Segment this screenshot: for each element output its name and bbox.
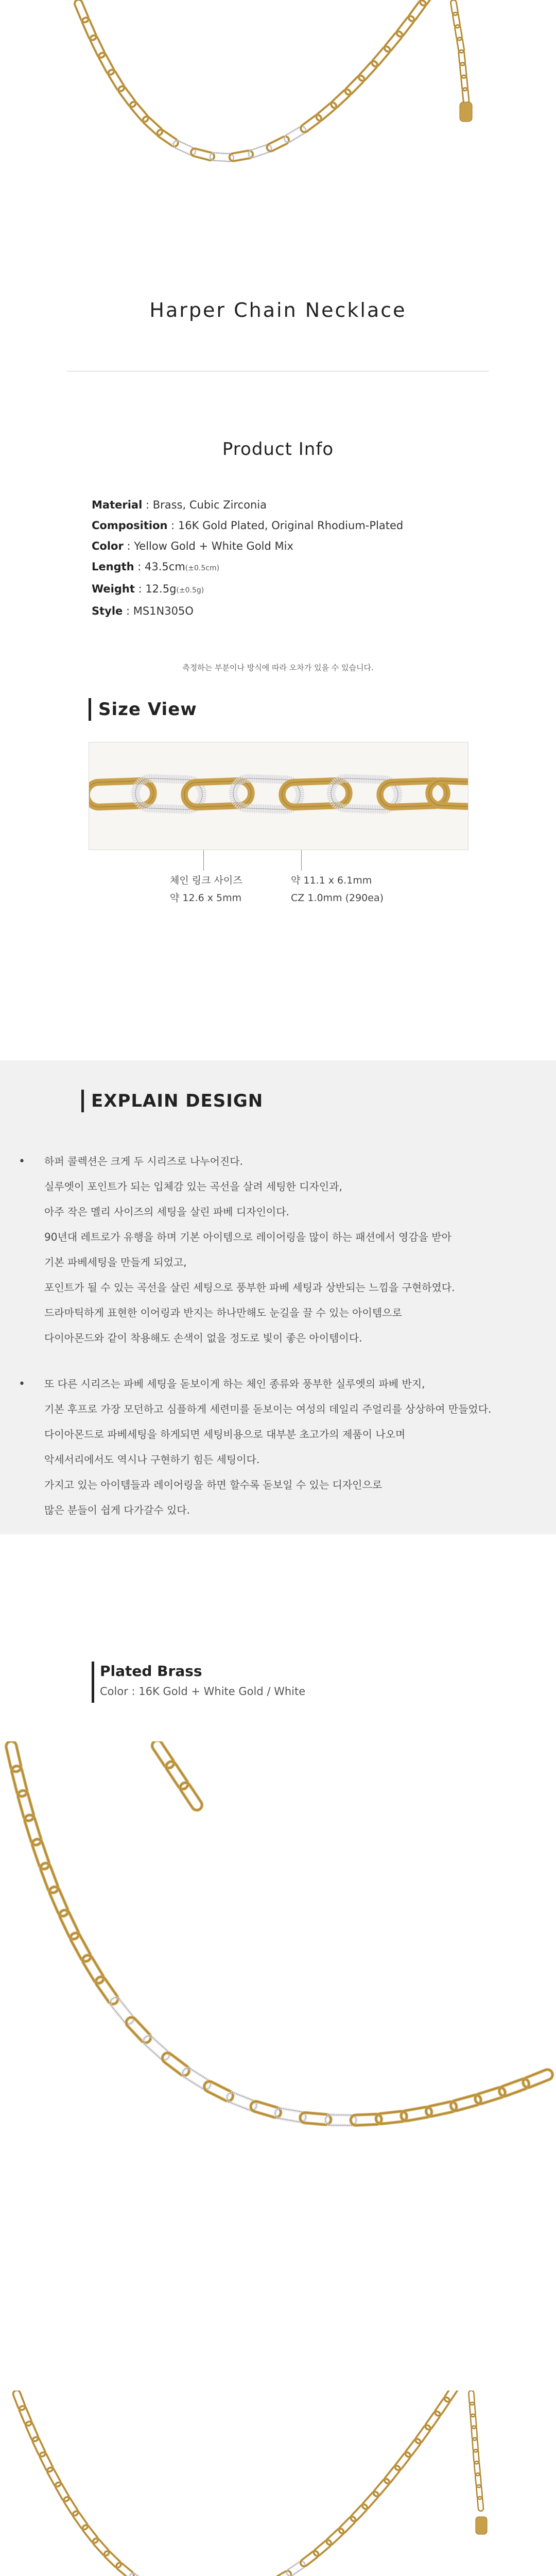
- chain-link: [344, 74, 366, 96]
- chain-link: [178, 1781, 204, 1812]
- necklace-model-photo-1: [0, 1741, 556, 2334]
- explain-line: 또 다른 시리즈는 파베 세팅을 돋보이게 하는 체인 종류와 풍부한 실루엣의 파베 반지,: [44, 1378, 425, 1390]
- explain-line: 드라마틱하게 표현한 이어링과 반지는 하나만해도 눈길을 끌 수 있는 아이템으로: [44, 1307, 402, 1319]
- chain-link: [395, 14, 416, 38]
- chain-link: [357, 60, 379, 82]
- explain-line: 기본 파베세팅을 만들게 되었고,: [44, 1256, 187, 1268]
- chain-link: [62, 2496, 79, 2517]
- hero-necklace-image: [0, 0, 556, 273]
- chain-link: [81, 2523, 99, 2544]
- chain-closeup-photo: [89, 742, 468, 850]
- chain-link: [299, 2550, 320, 2568]
- chain-link: [94, 1975, 120, 2006]
- cz-size: CZ 1.0mm (290ea): [291, 892, 384, 904]
- chain-link: [414, 2424, 432, 2445]
- chain-link: [350, 2503, 369, 2523]
- chain-link: [266, 135, 290, 152]
- explain-line: 다이아몬드와 같이 착용해도 손색이 없을 정도로 빛이 좋은 아이템이다.: [44, 1332, 362, 1344]
- chain-link: [160, 2051, 191, 2078]
- extender-tag: [460, 102, 472, 122]
- chain-link: [404, 2437, 422, 2458]
- chain-link: [115, 2561, 135, 2576]
- chain-link: [72, 2510, 89, 2531]
- chain-link: [107, 69, 126, 93]
- pave-link-size: 약 11.1 x 6.1mm: [291, 875, 372, 886]
- explain-line: 하퍼 콜렉션은 크게 두 시리즈로 나누어진다.: [44, 1155, 243, 1167]
- info-row-color: Color : Yellow Gold + White Gold Mix: [92, 540, 293, 552]
- chain-link: [315, 101, 338, 122]
- heading-bar: [89, 698, 91, 721]
- chain-link: [312, 2538, 333, 2557]
- chain-link: [338, 2515, 357, 2535]
- explain-line: 90년대 레트로가 유행을 하며 기본 아이템으로 레이어링을 많이 하는 패션에서 영감을 받아: [44, 1231, 451, 1243]
- chain-link: [424, 2410, 441, 2431]
- bullet: •: [19, 1155, 25, 1168]
- chain-link: [285, 2560, 306, 2576]
- explain-paragraph-1: [19, 1149, 533, 1351]
- chain-link: [370, 45, 391, 68]
- size-view-header: [89, 698, 197, 721]
- size-label-left: [170, 872, 242, 907]
- explain-design-heading: EXPLAIN DESIGN: [91, 1091, 264, 1111]
- chain-link: [39, 2451, 54, 2473]
- explain-paragraph-2: [19, 1371, 533, 1523]
- heading-bar: [81, 1090, 84, 1112]
- necklace-diagonal-photo: [0, 1741, 556, 2334]
- chain-link: [329, 88, 352, 109]
- chain-link: [283, 125, 307, 144]
- measurement-note: 측정하는 부분이나 방식에 따라 오차가 있을 수 있습니다.: [182, 663, 374, 672]
- heading-bar: [92, 1662, 94, 1703]
- chain-link: [108, 1995, 135, 2026]
- necklace-and-bracelet-photo: [0, 2391, 556, 2576]
- size-pointer-right: [301, 850, 302, 871]
- chain-link: [31, 2436, 47, 2458]
- explain-line: 포인트가 될 수 있는 곡선을 살린 세팅으로 풍부한 파베 세팅과 상반되는 느낌을 구현하였다.: [44, 1281, 455, 1294]
- chain-link: [372, 2478, 391, 2498]
- chain-link: [407, 0, 427, 23]
- chain-link: [202, 2080, 235, 2103]
- chain-link: [81, 16, 97, 41]
- chain-link: [141, 115, 164, 137]
- explain-paragraphs: [19, 1149, 533, 1544]
- chain-link: [54, 2481, 71, 2503]
- chain-link: [46, 2466, 62, 2488]
- chain-link: [142, 2034, 171, 2062]
- chain-link: [155, 128, 179, 148]
- explain-design-header: [81, 1090, 263, 1112]
- chain-link: [124, 2015, 153, 2045]
- chain-link: [97, 52, 115, 76]
- explain-line: 실루엣이 포인트가 되는 입체감 있는 곡선을 살려 세팅한 디자인과,: [44, 1180, 342, 1193]
- bullet: •: [19, 1378, 25, 1391]
- plated-brass-color: Color : 16K Gold + White Gold / White: [100, 1685, 306, 1698]
- chain-link: [522, 2068, 554, 2089]
- chain-link: [443, 2391, 461, 2403]
- product-title: Harper Chain Necklace: [149, 299, 407, 321]
- chain-link: [393, 2451, 412, 2471]
- chain-link: [433, 2396, 451, 2417]
- product-info-list: [92, 495, 483, 621]
- plated-brass-title: Plated Brass: [100, 1663, 202, 1680]
- info-row-style: Style : MS1N305O: [92, 605, 194, 617]
- chain-link: [383, 30, 404, 53]
- product-info-heading: Product Info: [222, 439, 334, 460]
- chain-link: [92, 2537, 111, 2557]
- chain-link: [181, 2066, 212, 2092]
- chain-link: [150, 1741, 176, 1770]
- info-row-composition: Composition : 16K Gold Plated, Original Rhodium-Plated: [92, 519, 404, 532]
- chain-link: [89, 34, 107, 59]
- info-row-weight: Weight : 12.5g(±0.5g): [92, 583, 204, 595]
- chain-link: [81, 1953, 106, 1985]
- chain-link: [128, 2572, 149, 2576]
- link-size-label: 체인 링크 사이즈: [170, 875, 242, 886]
- info-row-material: Material : Brass, Cubic Zirconia: [92, 499, 267, 511]
- chain-link: [68, 1931, 92, 1963]
- size-view-heading: Size View: [98, 699, 197, 720]
- chain-link: [299, 113, 323, 134]
- explain-line: 가지고 있는 아이템들과 레이어링을 하면 할수록 돋보일 수 있는 디자인으로: [44, 1479, 383, 1491]
- chain-link: [164, 1759, 190, 1791]
- explain-line: 기본 후프로 가장 모던하고 심플하게 세련미를 돋보이는 여성의 데일리 주얼리를 상상하여 만들었다.: [44, 1403, 492, 1415]
- info-row-length: Length : 43.5cm(±0.5cm): [92, 561, 220, 573]
- chain-link: [117, 85, 137, 109]
- extender-tag: [476, 2517, 487, 2534]
- explain-line: 다이아몬드로 파베세팅을 하게되면 세팅비용으로 대부분 초고가의 제품이 나오며: [44, 1428, 406, 1440]
- chain-link: [102, 2550, 122, 2569]
- necklace-photo: [0, 0, 556, 273]
- chain-link: [361, 2490, 380, 2511]
- size-view-image: [89, 742, 468, 850]
- chain-link: [58, 1908, 80, 1941]
- chain-link: [129, 100, 150, 124]
- size-label-right: [291, 872, 384, 907]
- explain-line: 악세서리에서도 역시나 구현하기 힘든 세팅이다.: [44, 1453, 260, 1466]
- chain-link: [383, 2464, 402, 2485]
- explain-line: 아주 작은 멜리 사이즈의 세팅을 살린 파베 디자인이다.: [44, 1206, 289, 1218]
- explain-line: 많은 분들이 쉽게 다가갈수 있다.: [44, 1504, 190, 1516]
- size-pointer-left: [203, 850, 204, 871]
- link-size-value: 약 12.6 x 5mm: [170, 892, 242, 904]
- necklace-model-photo-2: [0, 2391, 556, 2576]
- chain-link: [325, 2527, 345, 2547]
